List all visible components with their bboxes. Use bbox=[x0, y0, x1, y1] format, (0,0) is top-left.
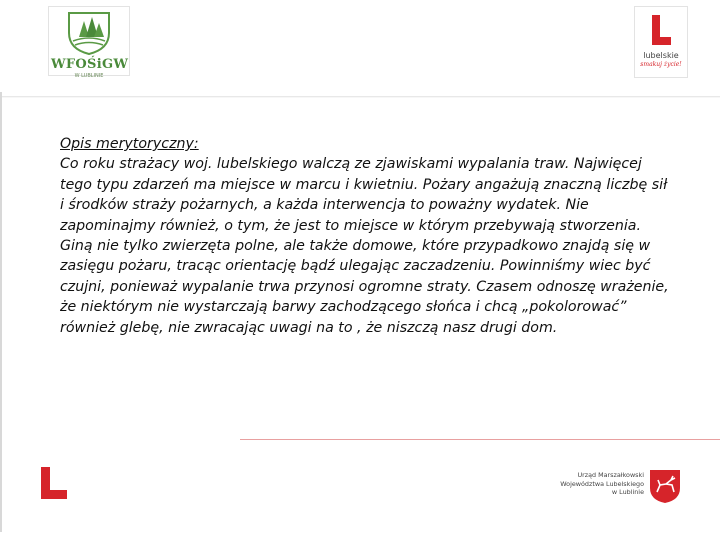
urzad-line-2: Województwa Lubelskiego bbox=[560, 479, 644, 488]
lubelskie-l-footer-icon bbox=[40, 466, 68, 500]
description-heading: Opis merytoryczny: bbox=[60, 136, 199, 152]
wfosigw-logo-text: WFOŚiGW bbox=[51, 57, 129, 72]
wfosigw-logo bbox=[48, 6, 130, 79]
header bbox=[0, 0, 720, 98]
urzad-line-1: Urząd Marszałkowski bbox=[577, 471, 644, 479]
lubelskie-l-icon bbox=[635, 7, 687, 51]
header-divider bbox=[0, 96, 720, 98]
description-body: Co roku strażacy woj. lubelskiego walczą ze zjawiskami wypalania traw. Najwięcej tego typu zdarzeń ma miejsce w marcu i kwietniu. Pożary angażują znaczną liczbę sił i środków straży pożarnych, a każda interwencja to poważny wydatek. Nie zapominajmy również, o tym, że jest to miejsce w którym przebywają stworzenia. Giną nie tylko zwierzęta polne, ale także domowe, które przypadkowo znajdą się w zasięgu pożaru, tracąc orientację bądź ulegając zaczadzeniu. Powinniśmy wiec być czujni, ponieważ wypalanie trwa przynosi ogromne straty. Czasem odnoszę wrażenie, że niektórym nie wystarczają barwy zachodzącego słońca i chcą „pokolorować” również glebę, nie zwracając uwagi na to , że niszczą nasz drugi dom. bbox=[60, 156, 669, 336]
urzad-marszalkowski-text bbox=[552, 471, 644, 497]
forest-emblem-icon bbox=[49, 7, 129, 57]
lubelskie-logo bbox=[634, 6, 688, 78]
description-block bbox=[60, 134, 675, 338]
lubelskie-logo-tagline: smakuj życie! bbox=[640, 61, 682, 68]
footer-divider bbox=[240, 439, 720, 440]
deer-shield-icon bbox=[648, 468, 682, 504]
wfosigw-logo-subtitle: W LUBLINIE bbox=[74, 73, 104, 79]
lubelskie-logo-name: lubelskie bbox=[643, 51, 679, 60]
left-border bbox=[0, 92, 2, 532]
urzad-line-3: w Lublinie bbox=[611, 488, 644, 497]
